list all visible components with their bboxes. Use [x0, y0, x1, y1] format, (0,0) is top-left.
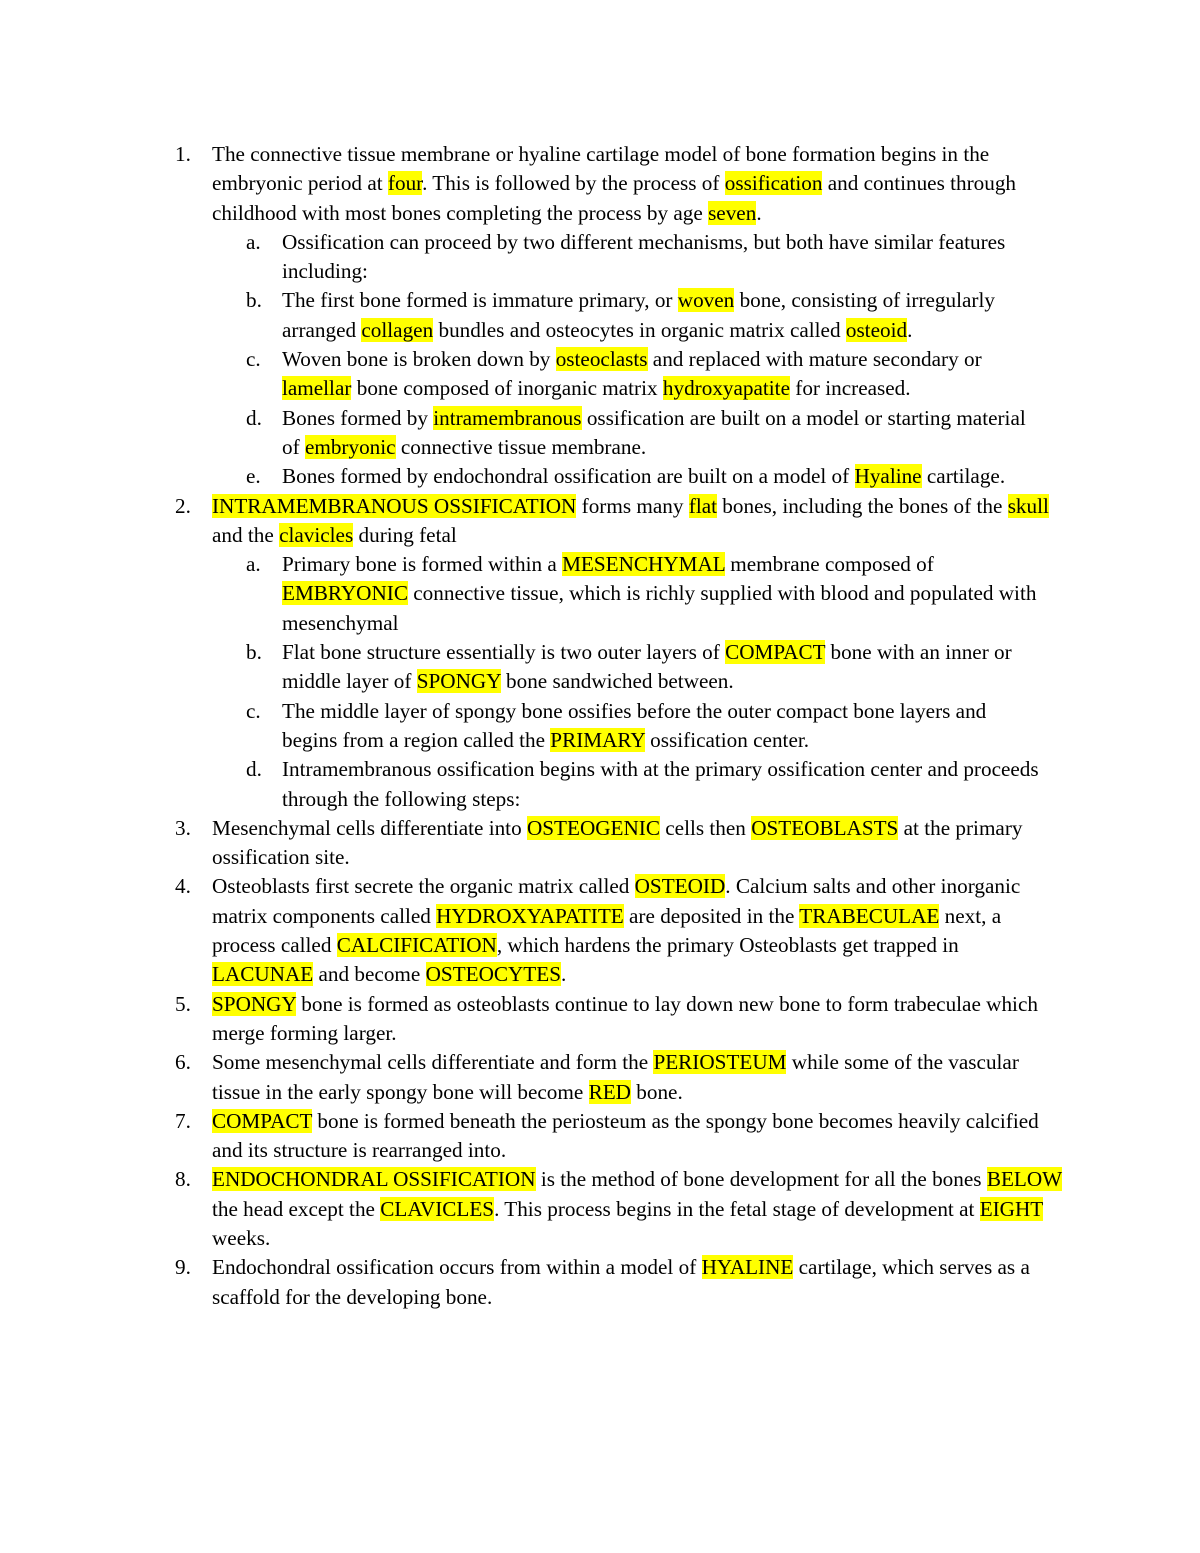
highlighted-term: OSTEOGENIC: [526, 815, 660, 840]
text-segment: bone composed of inorganic matrix: [351, 376, 663, 401]
text-segment: bone.: [630, 1079, 683, 1104]
highlighted-term: PRIMARY: [550, 727, 645, 752]
highlighted-term: RED: [588, 1079, 631, 1104]
text-segment: weeks.: [212, 1225, 271, 1250]
highlighted-term: intramembranous: [433, 405, 582, 430]
list-item: [0, 1107, 1062, 1166]
list-marker: c.: [246, 347, 261, 372]
text-segment: is the method of bone development for all the bones: [535, 1167, 987, 1192]
text-segment: . This is followed by the process of: [422, 171, 725, 196]
highlighted-term: EIGHT: [979, 1196, 1043, 1221]
list-item: [0, 872, 1062, 989]
highlighted-term: CALCIFICATION: [336, 933, 497, 958]
highlighted-term: ossification: [724, 171, 823, 196]
text-segment: ossification center.: [644, 727, 810, 752]
highlighted-term: OSTEOBLASTS: [751, 815, 899, 840]
list-marker: 4.: [175, 874, 191, 899]
highlighted-term: SPONGY: [212, 991, 296, 1016]
text-segment: cartilage, which serves as a scaffold for the developing bone.: [212, 1255, 1030, 1309]
highlighted-term: OSTEOCYTES: [425, 962, 561, 987]
highlighted-term: INTRAMEMBRANOUS OSSIFICATION: [212, 493, 577, 518]
text-segment: the head except the: [212, 1196, 381, 1221]
text-segment: .: [560, 962, 567, 987]
text-segment: Osteoblasts first secrete the organic matrix called: [212, 874, 635, 899]
text-segment: .: [907, 317, 913, 342]
text-segment: during fetal: [353, 522, 457, 547]
sub-list-item: [0, 228, 1042, 287]
text-segment: cells then: [659, 815, 752, 840]
highlighted-term: osteoclasts: [555, 347, 648, 372]
text-segment: bundles and osteocytes in organic matrix called: [433, 317, 846, 342]
text-segment: bone with an inner or middle layer of: [282, 640, 1012, 694]
list-marker: 3.: [175, 815, 191, 840]
list-marker: 2.: [175, 493, 191, 518]
list-marker: 7.: [175, 1108, 191, 1133]
highlighted-term: woven: [677, 288, 735, 313]
list-item: [0, 990, 1062, 1049]
list-item: [0, 1048, 1062, 1107]
text-segment: while some of the vascular tissue in the early spongy bone will become: [212, 1050, 1019, 1104]
text-segment: forms many: [576, 493, 689, 518]
list-marker: d.: [246, 405, 262, 430]
sub-list-item: [0, 638, 1042, 697]
list-marker: 6.: [175, 1050, 191, 1075]
highlighted-term: ENDOCHONDRAL OSSIFICATION: [212, 1167, 536, 1192]
highlighted-term: embryonic: [304, 434, 396, 459]
text-segment: Primary bone is formed within a: [282, 552, 563, 577]
text-segment: The first bone formed is immature primary, or: [282, 288, 678, 313]
list-item: [0, 1253, 1062, 1312]
highlighted-term: four: [387, 171, 423, 196]
sub-list-item: [0, 697, 1042, 756]
highlighted-term: HYDROXYAPATITE: [436, 903, 624, 928]
text-segment: bone is formed as osteoblasts continue to lay down new bone to form trabeculae which merge forming larger.: [212, 991, 1038, 1045]
highlighted-term: MESENCHYMAL: [562, 552, 725, 577]
text-segment: bone sandwiched between.: [500, 669, 734, 694]
text-segment: Ossification can proceed by two different mechanisms, but both have similar features including:: [282, 229, 1006, 284]
list-marker: 5.: [175, 991, 191, 1016]
text-segment: cartilage.: [921, 464, 1006, 489]
highlighted-term: OSTEOID: [634, 874, 726, 899]
highlighted-term: BELOW: [986, 1167, 1062, 1192]
list-marker: a.: [246, 552, 261, 577]
text-segment: and the: [212, 522, 280, 547]
list-marker: b.: [246, 640, 262, 665]
list-marker: d.: [246, 757, 262, 782]
highlighted-term: CLAVICLES: [380, 1196, 495, 1221]
text-segment: Intramembranous ossification begins with at the primary ossification center and proceeds through the following steps:: [282, 757, 1039, 811]
highlighted-term: osteoid: [845, 317, 908, 342]
list-marker: 8.: [175, 1167, 191, 1192]
list-item: [0, 1165, 1062, 1253]
text-segment: connective tissue membrane.: [395, 434, 647, 459]
sub-list-item: [0, 404, 1042, 463]
highlighted-term: EMBRYONIC: [282, 581, 408, 606]
text-segment: connective tissue, which is richly supplied with blood and populated with mesenchymal: [282, 581, 1037, 635]
highlighted-term: Hyaline: [854, 464, 922, 489]
sub-list-item: [0, 345, 1042, 404]
list-marker: 9.: [175, 1255, 191, 1280]
highlighted-term: COMPACT: [725, 640, 826, 665]
text-segment: are deposited in the: [623, 903, 800, 928]
text-segment: for increased.: [789, 376, 911, 401]
text-segment: bones, including the bones of the: [717, 493, 1008, 518]
highlighted-term: skull: [1007, 493, 1049, 518]
text-segment: . Calcium salts and other inorganic matrix components called: [212, 874, 1021, 928]
text-segment: Bones formed by: [282, 405, 434, 430]
text-segment: next, a process called: [212, 903, 1002, 958]
sub-list-item: [0, 755, 1042, 814]
highlighted-term: hydroxyapatite: [662, 376, 790, 401]
text-segment: membrane composed of: [724, 552, 934, 577]
list-marker: e.: [246, 464, 261, 489]
sub-list-item: [0, 286, 1042, 345]
sub-list-item: [0, 462, 1042, 491]
text-segment: Some mesenchymal cells differentiate and form the: [212, 1050, 654, 1075]
text-segment: and replaced with mature secondary or: [647, 347, 982, 372]
highlighted-term: flat: [688, 493, 717, 518]
list-marker: 1.: [175, 142, 191, 166]
text-segment: Flat bone structure essentially is two outer layers of: [282, 640, 726, 665]
highlighted-term: PERIOSTEUM: [653, 1050, 787, 1075]
highlighted-term: TRABECULAE: [799, 903, 940, 928]
text-segment: The connective tissue membrane or hyaline cartilage model of bone formation begins in the embryonic period at: [212, 142, 990, 196]
text-segment: , which hardens the primary Osteoblasts get trapped in: [496, 933, 959, 958]
text-segment: Mesenchymal cells differentiate into: [212, 815, 527, 840]
list-item: [0, 140, 1062, 228]
list-item: [0, 492, 1062, 551]
highlighted-term: collagen: [361, 317, 434, 342]
text-segment: Endochondral ossification occurs from within a model of: [212, 1255, 702, 1280]
highlighted-term: SPONGY: [416, 669, 501, 694]
text-segment: . This process begins in the fetal stage of development at: [494, 1196, 980, 1221]
list-marker: c.: [246, 698, 261, 723]
text-segment: ossification are built on a model or starting material of: [282, 405, 1026, 459]
text-segment: bone, consisting of irregularly arranged: [282, 288, 995, 342]
sub-list-item: [0, 550, 1042, 638]
text-segment: Bones formed by endochondral ossification are built on a model of: [282, 464, 855, 489]
text-segment: .: [756, 200, 762, 225]
text-segment: Woven bone is broken down by: [282, 347, 556, 372]
list-item: [0, 814, 1062, 873]
text-segment: and become: [313, 962, 426, 987]
text-segment: and continues through childhood with most bones completing the process by age: [212, 171, 1017, 225]
highlighted-term: COMPACT: [212, 1108, 313, 1133]
list-marker: a.: [246, 229, 261, 254]
text-segment: bone is formed beneath the periosteum as the spongy bone becomes heavily calcified and its structure is rearranged into.: [212, 1108, 1039, 1163]
text-segment: at the primary ossification site.: [212, 815, 1023, 870]
highlighted-term: LACUNAE: [212, 962, 314, 987]
list-marker: b.: [246, 288, 262, 313]
highlighted-term: clavicles: [279, 522, 354, 547]
highlighted-term: seven: [708, 200, 757, 225]
highlighted-term: HYALINE: [701, 1255, 794, 1280]
numbered-list: [0, 140, 1200, 1312]
highlighted-term: lamellar: [282, 376, 352, 401]
text-segment: The middle layer of spongy bone ossifies before the outer compact bone layers and begins from a region called the: [282, 698, 987, 752]
